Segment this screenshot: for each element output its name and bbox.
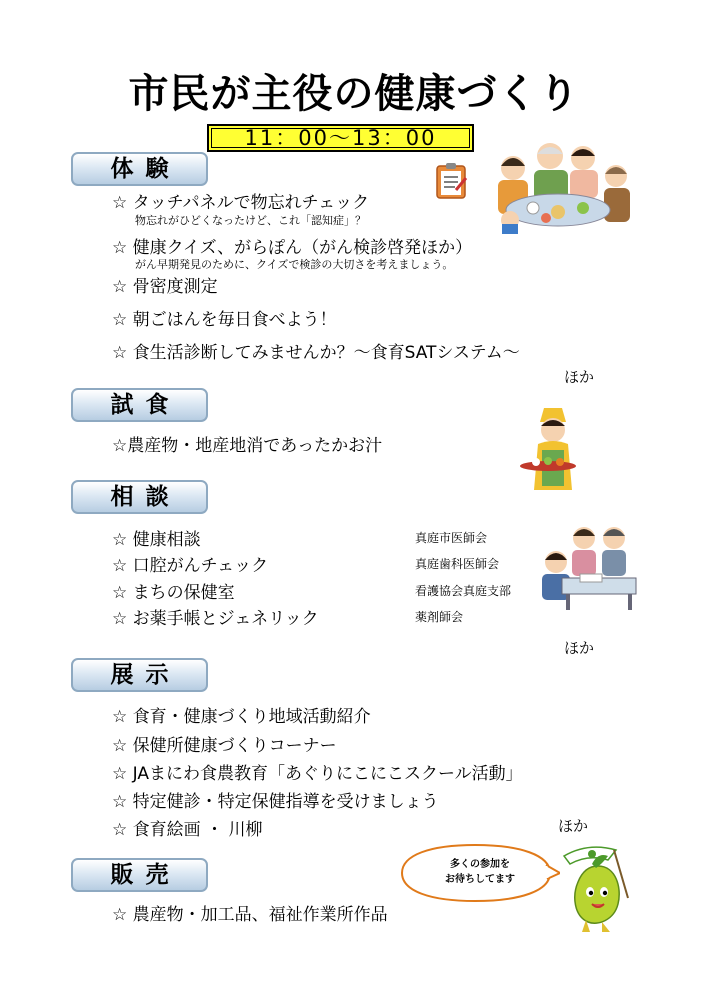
section-heading-tenji: 展示 [71, 658, 208, 692]
item-note: 物忘れがひどくなったけど、これ「認知症」？ [135, 214, 366, 227]
hoka-label: ほか [564, 639, 595, 657]
list-item: ☆ 食育絵画 ・ 川柳 [112, 820, 263, 840]
list-item: ☆ JAまにわ食農教育「あぐりにこにこスクール活動」 [112, 764, 523, 784]
list-item: ☆ 特定健診・特定保健指導を受けましょう [112, 792, 439, 812]
section-heading-soudan: 相談 [71, 480, 208, 514]
hoka-label: ほか [558, 817, 589, 835]
section-heading-taiken: 体験 [71, 152, 208, 186]
section-heading-hanbai: 販売 [71, 858, 208, 892]
list-item: ☆ 骨密度測定 [112, 277, 218, 297]
time-banner: 11：00～13：00 [207, 124, 474, 152]
item-note: がん早期発見のために、クイズで検診の大切さを考えましょう。 [135, 258, 454, 271]
list-item: ☆ 口腔がんチェック [112, 556, 269, 576]
org-label: 真庭歯科医師会 [415, 557, 500, 571]
list-item: ☆ まちの保健室 [112, 583, 235, 603]
mascot-illustration [558, 838, 638, 934]
consultation-illustration [532, 520, 638, 612]
page-title: 市民が主役の健康づくり [128, 71, 580, 117]
org-label: 真庭市医師会 [415, 531, 488, 545]
list-item: ☆ 食生活診断してみませんか？～食育SATシステム～ [112, 343, 520, 363]
list-item: ☆ タッチパネルで物忘れチェック [112, 193, 370, 213]
hoka-label: ほか [564, 368, 595, 386]
list-item: ☆ お薬手帳とジェネリック [112, 609, 319, 629]
list-item: ☆農産物・地産地消であったかお汁 [112, 436, 383, 456]
list-item: ☆ 保健所健康づくりコーナー [112, 736, 337, 756]
family-meal-illustration [488, 138, 636, 234]
list-item: ☆ 朝ごはんを毎日食べよう！ [112, 310, 337, 330]
list-item: ☆ 健康相談 [112, 530, 201, 550]
section-heading-shishoku: 試食 [71, 388, 208, 422]
cook-with-tray-illustration [518, 400, 588, 494]
list-item: ☆ 食育・健康づくり地域活動紹介 [112, 707, 371, 727]
bubble-line: 多くの参加を [450, 859, 510, 870]
bubble-text [430, 857, 530, 887]
org-label: 薬剤師会 [415, 610, 464, 624]
bubble-line: お待ちしてます [445, 874, 515, 885]
clipboard-icon [434, 162, 470, 200]
list-item: ☆ 健康クイズ、がらぽん（がん検診啓発ほか） [112, 238, 473, 258]
list-item: ☆ 農産物・加工品、福祉作業所作品 [112, 905, 388, 925]
org-label: 看護協会真庭支部 [415, 584, 512, 598]
